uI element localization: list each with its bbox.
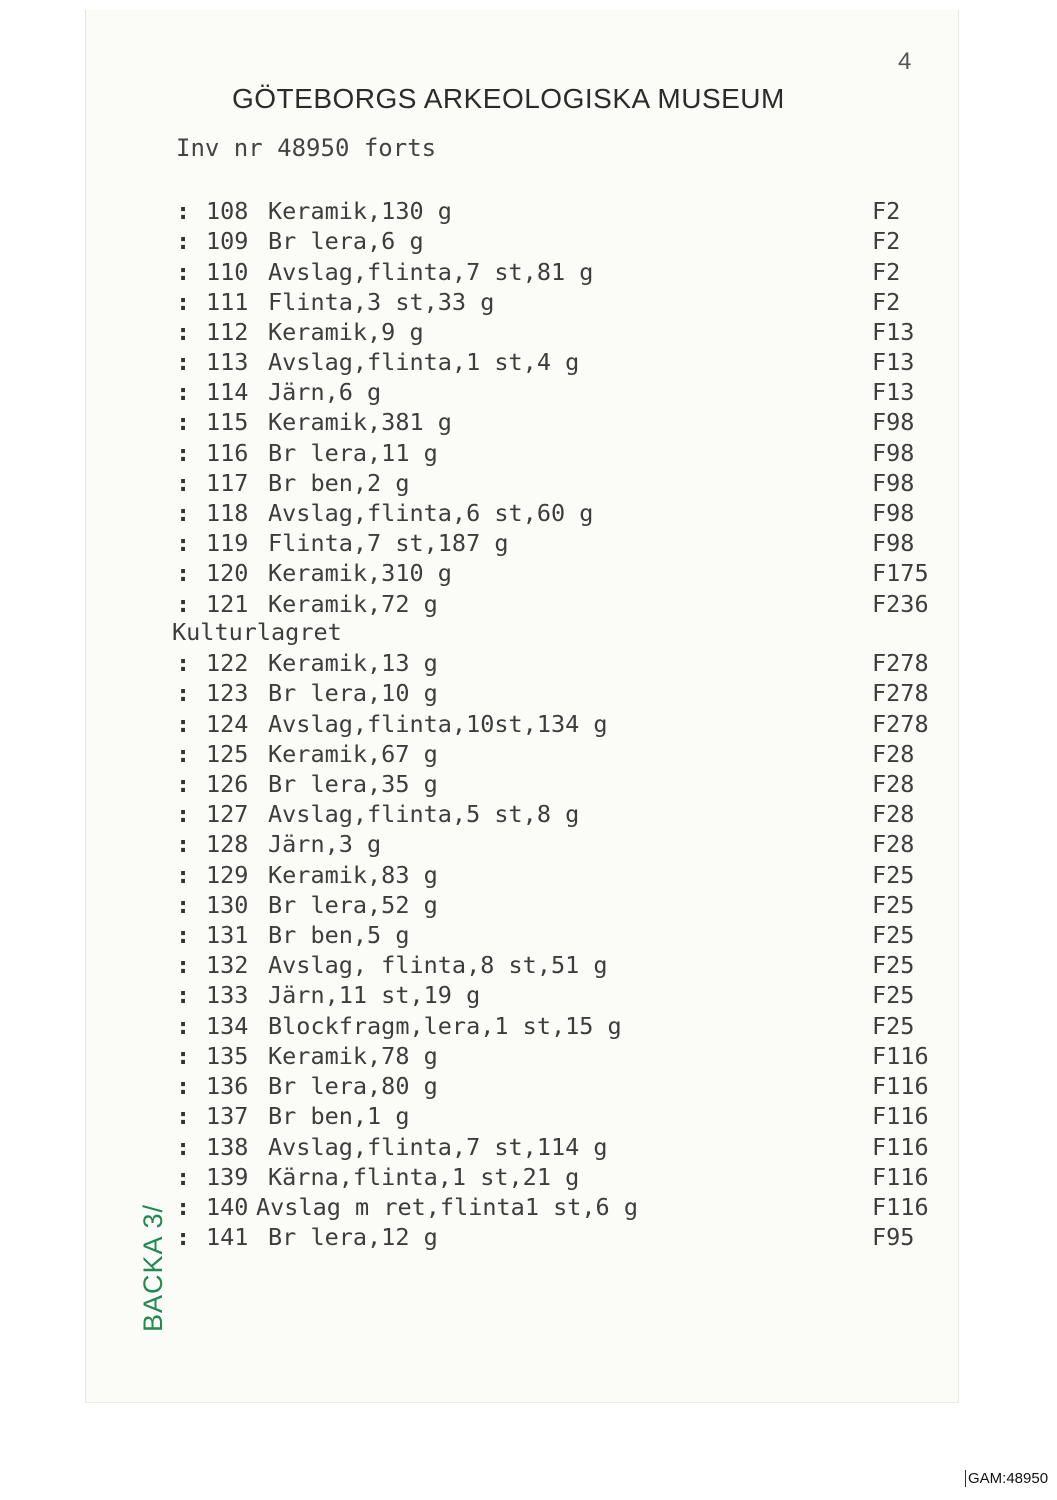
archive-label: GAM:48950: [965, 1470, 1048, 1487]
entry-reference: F116: [872, 1102, 929, 1130]
entry-marker: :: [176, 830, 191, 858]
entry-description: Keramik,9 g: [268, 318, 424, 346]
entry-reference: F175: [872, 559, 929, 587]
page-number: 4: [898, 48, 912, 75]
catalogue-entry: [176, 528, 946, 558]
entry-reference: F25: [872, 861, 915, 889]
entry-marker: :: [176, 1193, 191, 1221]
entry-description: Br ben,5 g: [268, 921, 410, 949]
entry-marker: :: [176, 740, 191, 768]
entry-reference: F98: [872, 408, 915, 436]
handwritten-stamp: BACKA 3/: [138, 1203, 168, 1332]
entry-number: 117: [206, 469, 249, 497]
catalogue-entry: [176, 799, 946, 829]
entry-description: Keramik,381 g: [268, 408, 452, 436]
entry-reference: F2: [872, 197, 901, 225]
catalogue-entry: [176, 407, 946, 437]
entry-reference: F28: [872, 800, 915, 828]
entry-description: Keramik,78 g: [268, 1042, 438, 1070]
entry-number: 137: [206, 1102, 249, 1130]
entry-marker: :: [176, 951, 191, 979]
entry-number: 118: [206, 499, 249, 527]
entry-marker: :: [176, 649, 191, 677]
entry-description: Br lera,11 g: [268, 439, 438, 467]
entry-reference: F116: [872, 1193, 929, 1221]
catalogue-entry: [176, 317, 946, 347]
entry-number: 110: [206, 258, 249, 286]
catalogue-entry: [176, 829, 946, 859]
entry-marker: :: [176, 891, 191, 919]
entry-marker: :: [176, 348, 191, 376]
entry-number: 130: [206, 891, 249, 919]
entry-description: Avslag m ret,flinta1 st,6 g: [256, 1193, 639, 1221]
entry-marker: :: [176, 861, 191, 889]
entry-description: Br ben,1 g: [268, 1102, 410, 1130]
entry-reference: F25: [872, 951, 915, 979]
entry-marker: :: [176, 499, 191, 527]
entry-marker: :: [176, 1012, 191, 1040]
catalogue-entry: [176, 1192, 946, 1222]
entry-marker: :: [176, 921, 191, 949]
entry-reference: F28: [872, 770, 915, 798]
entry-reference: F13: [872, 348, 915, 376]
catalogue-entry: [176, 709, 946, 739]
catalogue-entry: [176, 589, 946, 619]
museum-heading: GÖTEBORGS ARKEOLOGISKA MUSEUM: [232, 83, 785, 114]
entry-reference: F28: [872, 740, 915, 768]
entry-number: 121: [206, 590, 249, 618]
entry-number: 131: [206, 921, 249, 949]
catalogue-entry: [176, 1011, 946, 1041]
entry-number: 135: [206, 1042, 249, 1070]
entry-number: 126: [206, 770, 249, 798]
catalogue-entry: [176, 377, 946, 407]
entry-marker: :: [176, 408, 191, 436]
entry-reference: F278: [872, 679, 929, 707]
entry-number: 127: [206, 800, 249, 828]
entry-reference: F25: [872, 891, 915, 919]
entry-reference: F13: [872, 378, 915, 406]
entry-marker: :: [176, 559, 191, 587]
catalogue-entry: [176, 769, 946, 799]
entry-reference: F116: [872, 1133, 929, 1161]
catalogue-entry: [176, 980, 946, 1010]
entry-marker: :: [176, 288, 191, 316]
entry-reference: F116: [872, 1163, 929, 1191]
catalogue-entry: [176, 196, 946, 226]
catalogue-entry: [176, 287, 946, 317]
entry-reference: F236: [872, 590, 929, 618]
catalogue-entry: [176, 498, 946, 528]
entry-description: Avslag,flinta,5 st,8 g: [268, 800, 580, 828]
entry-description: Keramik,13 g: [268, 649, 438, 677]
catalogue-entry: [176, 226, 946, 256]
entry-marker: :: [176, 1163, 191, 1191]
entry-marker: :: [176, 679, 191, 707]
entry-number: 108: [206, 197, 249, 225]
entry-description: Keramik,83 g: [268, 861, 438, 889]
entry-description: Avslag, flinta,8 st,51 g: [268, 951, 608, 979]
entry-reference: F2: [872, 288, 901, 316]
inventory-heading: Inv nr 48950 forts: [176, 134, 437, 162]
entry-marker: :: [176, 378, 191, 406]
entry-number: 109: [206, 227, 249, 255]
entry-description: Blockfragm,lera,1 st,15 g: [268, 1012, 622, 1040]
catalogue-entry: [176, 468, 946, 498]
catalogue-entry: [176, 1101, 946, 1131]
catalogue-entry: [176, 860, 946, 890]
entry-marker: :: [176, 1072, 191, 1100]
entry-marker: :: [176, 1223, 191, 1251]
entry-marker: :: [176, 981, 191, 1009]
entry-reference: F98: [872, 439, 915, 467]
entry-marker: :: [176, 258, 191, 286]
entry-reference: F278: [872, 710, 929, 738]
entry-marker: :: [176, 529, 191, 557]
entry-description: Avslag,flinta,7 st,81 g: [268, 258, 594, 286]
entry-description: Järn,11 st,19 g: [268, 981, 481, 1009]
entry-number: 132: [206, 951, 249, 979]
entry-number: 114: [206, 378, 249, 406]
entry-marker: :: [176, 227, 191, 255]
entry-description: Järn,3 g: [268, 830, 382, 858]
entry-reference: F25: [872, 921, 915, 949]
entry-description: Keramik,72 g: [268, 590, 438, 618]
entry-description: Flinta,3 st,33 g: [268, 288, 495, 316]
entry-number: 133: [206, 981, 249, 1009]
entry-number: 116: [206, 439, 249, 467]
entry-description: Avslag,flinta,10st,134 g: [268, 710, 608, 738]
entry-description: Br lera,6 g: [268, 227, 424, 255]
entry-marker: :: [176, 1102, 191, 1130]
catalogue-entry: [176, 648, 946, 678]
catalogue-entry: [176, 438, 946, 468]
entry-description: Järn,6 g: [268, 378, 382, 406]
catalogue-entry: [176, 890, 946, 920]
entry-reference: F2: [872, 227, 901, 255]
catalogue-entry: [176, 1222, 946, 1252]
entry-description: Br lera,35 g: [268, 770, 438, 798]
entry-reference: F116: [872, 1042, 929, 1070]
entry-number: 112: [206, 318, 249, 346]
entry-number: 136: [206, 1072, 249, 1100]
entry-reference: F98: [872, 529, 915, 557]
entry-marker: :: [176, 1042, 191, 1070]
catalogue-entry: [176, 678, 946, 708]
entry-number: 113: [206, 348, 249, 376]
entry-marker: :: [176, 318, 191, 346]
catalogue-entry: [176, 739, 946, 769]
entry-description: Flinta,7 st,187 g: [268, 529, 509, 557]
entry-marker: :: [176, 710, 191, 738]
entry-marker: :: [176, 800, 191, 828]
entry-number: 122: [206, 649, 249, 677]
entry-description: Br ben,2 g: [268, 469, 410, 497]
entry-number: 111: [206, 288, 249, 316]
entry-description: Avslag,flinta,1 st,4 g: [268, 348, 580, 376]
entry-marker: :: [176, 197, 191, 225]
entry-marker: :: [176, 770, 191, 798]
entry-description: Keramik,130 g: [268, 197, 452, 225]
entry-description: Keramik,67 g: [268, 740, 438, 768]
entry-number: 119: [206, 529, 249, 557]
entry-number: 140: [206, 1193, 249, 1221]
entry-reference: F2: [872, 258, 901, 286]
entry-description: Avslag,flinta,7 st,114 g: [268, 1133, 608, 1161]
entry-number: 141: [206, 1223, 249, 1251]
catalogue-entry: [176, 950, 946, 980]
entry-number: 129: [206, 861, 249, 889]
entry-number: 124: [206, 710, 249, 738]
entry-description: Br lera,52 g: [268, 891, 438, 919]
entry-marker: :: [176, 439, 191, 467]
catalogue-entry: [176, 1162, 946, 1192]
catalogue-entry: [176, 1071, 946, 1101]
catalogue-entry: [176, 920, 946, 950]
entry-reference: F278: [872, 649, 929, 677]
entry-reference: F25: [872, 981, 915, 1009]
section-heading: Kulturlagret: [172, 618, 342, 646]
entry-reference: F98: [872, 499, 915, 527]
entry-number: 125: [206, 740, 249, 768]
catalogue-entry: [176, 558, 946, 588]
entry-number: 128: [206, 830, 249, 858]
entry-number: 115: [206, 408, 249, 436]
entry-description: Avslag,flinta,6 st,60 g: [268, 499, 594, 527]
entry-reference: F28: [872, 830, 915, 858]
catalogue-entry: [176, 257, 946, 287]
catalogue-entry: [176, 1041, 946, 1071]
entry-marker: :: [176, 590, 191, 618]
catalogue-entry: [176, 347, 946, 377]
entry-reference: F13: [872, 318, 915, 346]
entry-reference: F25: [872, 1012, 915, 1040]
entry-description: Br lera,10 g: [268, 679, 438, 707]
entry-reference: F98: [872, 469, 915, 497]
entry-description: Br lera,12 g: [268, 1223, 438, 1251]
entry-reference: F116: [872, 1072, 929, 1100]
catalogue-entry: [176, 1132, 946, 1162]
entry-marker: :: [176, 1133, 191, 1161]
entry-number: 134: [206, 1012, 249, 1040]
entry-number: 123: [206, 679, 249, 707]
entry-description: Kärna,flinta,1 st,21 g: [268, 1163, 580, 1191]
entry-number: 120: [206, 559, 249, 587]
entry-marker: :: [176, 469, 191, 497]
entry-reference: F95: [872, 1223, 915, 1251]
entry-number: 139: [206, 1163, 249, 1191]
entry-description: Br lera,80 g: [268, 1072, 438, 1100]
entry-number: 138: [206, 1133, 249, 1161]
entry-description: Keramik,310 g: [268, 559, 452, 587]
